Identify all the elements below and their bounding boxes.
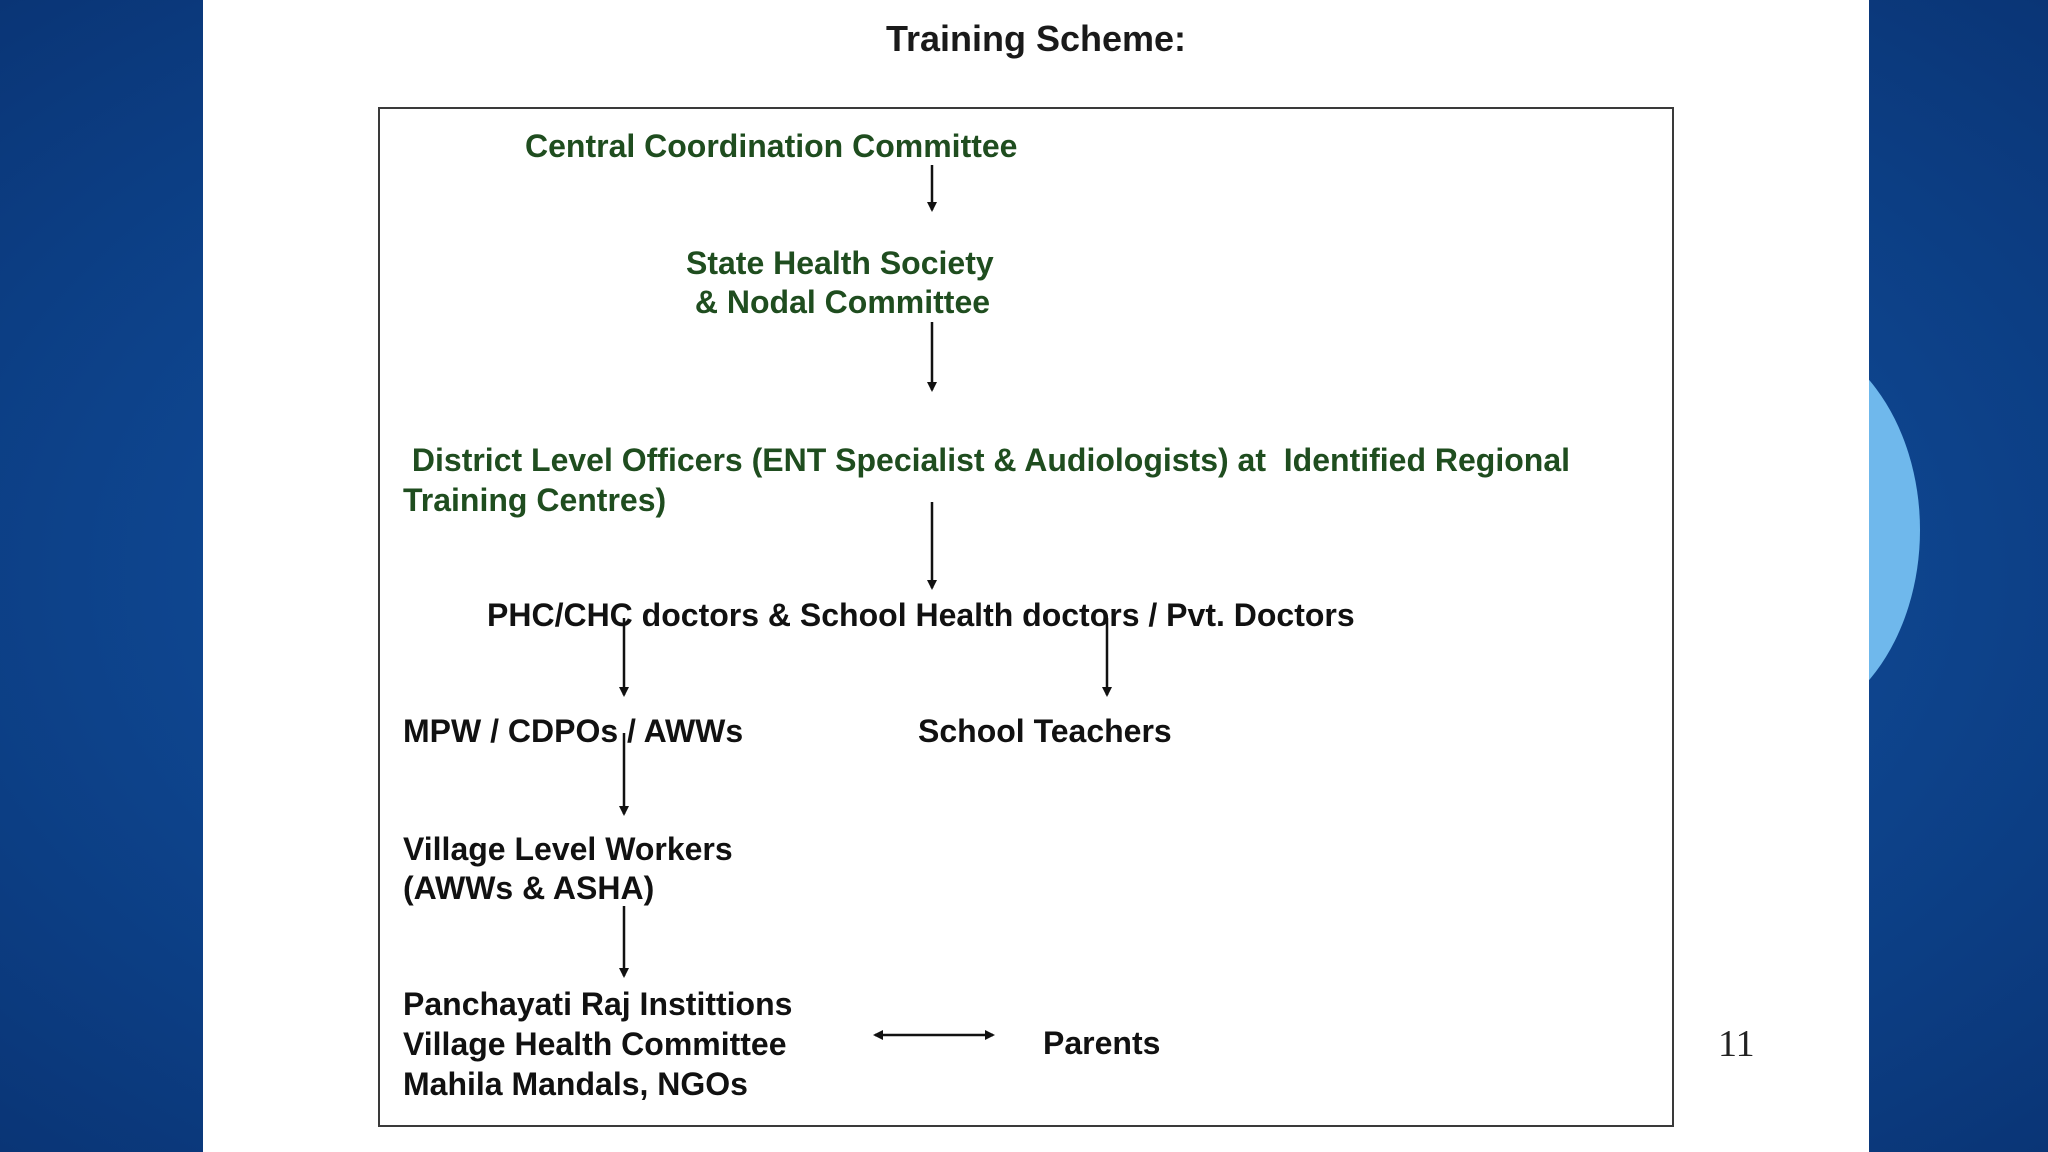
node-state-health-society: State Health Society & Nodal Committee [686, 245, 994, 320]
node-phc-chc-doctors: PHC/CHC doctors & School Health doctors / Pvt. Doctors [487, 597, 1355, 633]
node-mpw-cdpos-awws: MPW / CDPOs / AWWs [403, 713, 744, 749]
node-village-level-workers: Village Level Workers (AWWs & ASHA) [403, 831, 733, 906]
slide-title: Training Scheme: [885, 18, 1187, 59]
node-central-coordination-committee: Central Coordination Committee [525, 128, 1018, 164]
node-district-level-officers: District Level Officers (ENT Specialist & Audiologists) at Identified Regional Training Centres) [403, 442, 1571, 518]
node-school-teachers: School Teachers [918, 713, 1172, 749]
node-panchayati-raj: Panchayati Raj Instittions Village Health Committee Mahila Mandals, NGOs [403, 986, 793, 1102]
node-parents: Parents [1043, 1025, 1161, 1061]
slide [203, 0, 1869, 1152]
page-number: 11 [1718, 1023, 1755, 1065]
